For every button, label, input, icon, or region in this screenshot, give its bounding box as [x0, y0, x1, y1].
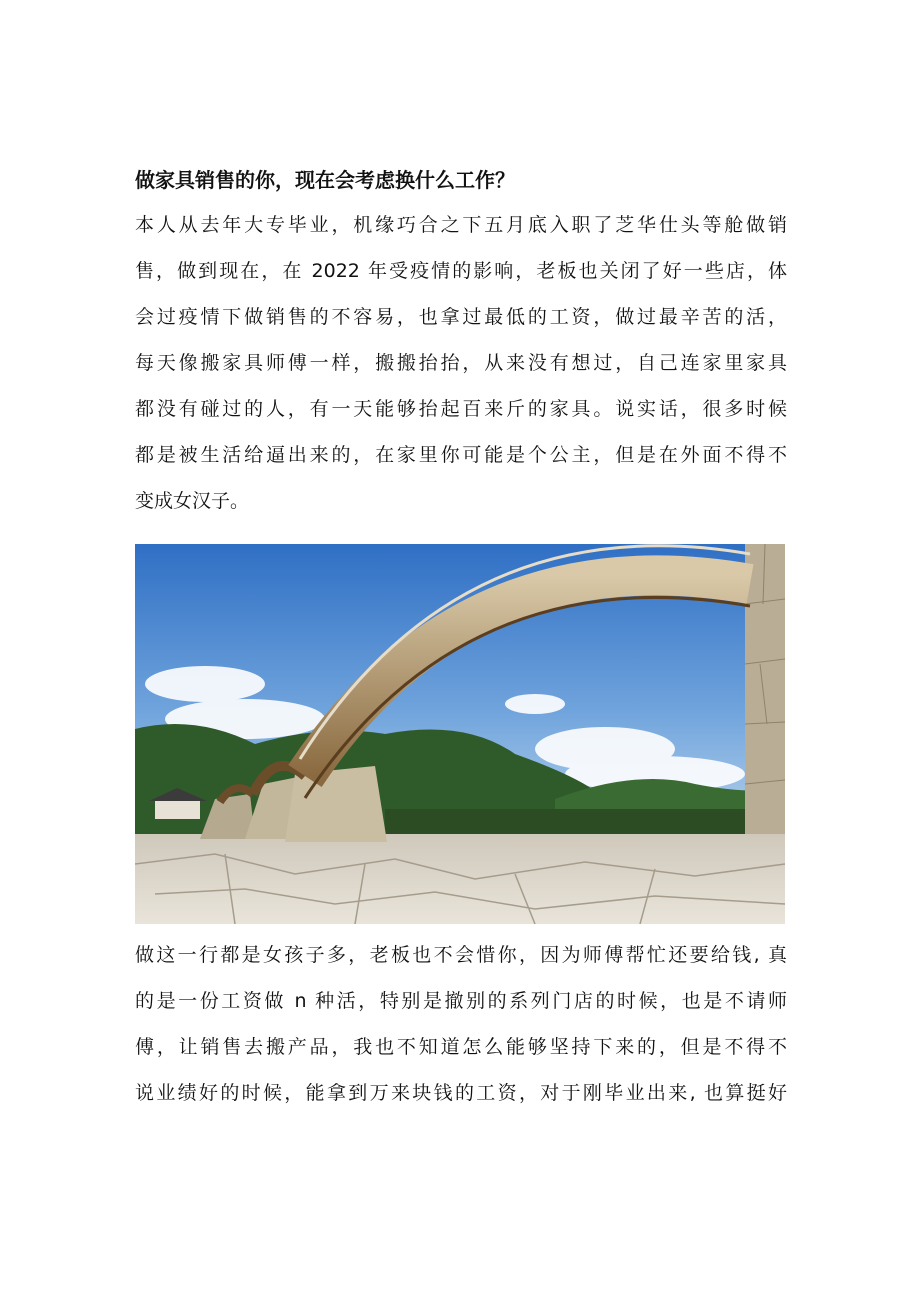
paragraph-line: 本人从去年大专毕业，机缘巧合之下五月底入职了芝华仕头等舱做销	[135, 214, 787, 236]
paragraph-line: 变成女汉子。	[135, 490, 250, 512]
tree-line	[385, 809, 745, 834]
article-title: 做家具销售的你，现在会考虑换什么工作？	[135, 168, 515, 192]
paragraph-line: 傅，让销售去搬产品，我也不知道怎么能够坚持下来的，但是不得不	[135, 1036, 787, 1058]
paragraph-line: 每天像搬家具师傅一样，搬搬抬抬，从来没有想过，自己连家里家具	[135, 352, 787, 374]
paragraph-line: 的是一份工资做 n 种活，特别是撤别的系列门店的时候，也是不请师	[135, 990, 787, 1012]
paragraph-line: 都没有碰过的人，有一天能够抬起百来斤的家具。说实话，很多时候	[135, 398, 787, 420]
paragraph-1	[135, 202, 787, 524]
paragraph-line: 说业绩好的时候，能拿到万来块钱的工资，对于刚毕业出来, 也算挺好	[135, 1082, 787, 1104]
paragraph-line: 都是被生活给逼出来的，在家里你可能是个公主，但是在外面不得不	[135, 444, 787, 466]
stone-wall	[745, 544, 785, 834]
bridge-illustration	[135, 544, 785, 924]
paragraph-2	[135, 932, 787, 1116]
paragraph-line: 会过疫情下做销售的不容易，也拿过最低的工资，做过最辛苦的活，	[135, 306, 787, 328]
paragraph-line: 做这一行都是女孩子多，老板也不会惜你，因为师傅帮忙还要给钱, 真	[135, 944, 787, 966]
house	[155, 799, 200, 819]
bridge-photo	[135, 544, 785, 924]
paragraph-line: 售，做到现在，在 2022 年受疫情的影响，老板也关闭了好一些店，体	[135, 260, 787, 282]
